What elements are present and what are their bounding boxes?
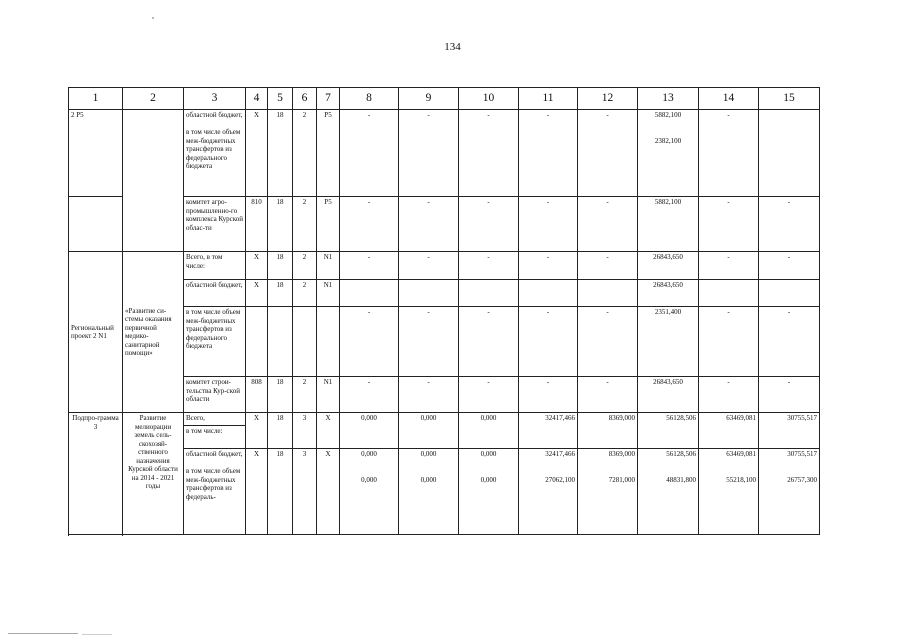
cell: 3 (293, 449, 317, 535)
col-header: 8 (340, 88, 399, 110)
cell: 8369,000 (578, 413, 638, 449)
cell (317, 307, 340, 377)
cell: - (340, 377, 399, 413)
source-cell: в том числе объем меж-бюджетных трансфертов из федерального бюджета (184, 307, 246, 377)
source-cell: областной бюджет, в том числе объем меж-бюджетных трансфертов из федераль- (184, 449, 246, 535)
cell: - (759, 252, 820, 280)
cell: - (699, 307, 759, 377)
cell: 56128,506 (638, 413, 699, 449)
cell: 2 (293, 110, 317, 197)
cell (759, 280, 820, 307)
cell (459, 280, 519, 307)
program-name: «Развитие си-стемы оказания первичной медико-санитарной помощи» (123, 252, 184, 413)
cell: 2 (293, 252, 317, 280)
cell: 18 (268, 377, 293, 413)
cell: 18 (268, 449, 293, 535)
cell: - (340, 307, 399, 377)
cell: - (399, 110, 459, 197)
source-cell: Всего, в том числе: (184, 252, 246, 280)
cell: 0,000 (340, 413, 399, 449)
col-header: 14 (699, 88, 759, 110)
cell: - (699, 377, 759, 413)
cell: 30755,517 26757,300 (759, 449, 820, 535)
cell: 63469,081 55218,100 (699, 449, 759, 535)
source-cell: комитет агро-промышленно-го комплекса Курской облас-ти (184, 197, 246, 252)
cell: 18 (268, 280, 293, 307)
cell: 26843,650 (638, 280, 699, 307)
cell: - (340, 197, 399, 252)
cell: - (699, 252, 759, 280)
source-cell: областной бюджет, (184, 280, 246, 307)
cell: 56128,506 48831,800 (638, 449, 699, 535)
cell: 26843,650 (638, 252, 699, 280)
source-cell: Всего, в том числе: (184, 413, 246, 449)
cell: 808 (246, 377, 268, 413)
cell (246, 307, 268, 377)
project-code: 2 P5 (69, 110, 123, 197)
cell: - (578, 377, 638, 413)
cell: - (699, 110, 759, 197)
cell (293, 307, 317, 377)
cell: 18 (268, 252, 293, 280)
source-cell: областной бюджет, в том числе объем меж-бюджетных трансфертов из федерального бюджета (184, 110, 246, 197)
header-row (69, 88, 820, 110)
cell: X (317, 449, 340, 535)
scan-speck (152, 17, 154, 19)
program-name: Развитие мелиорации земель сель-скохозяй-ственного назначения Курской области на 2014 - 2021 годы (123, 413, 184, 535)
project-code: Подпро-грамма 3 (69, 413, 123, 535)
col-header: 3 (184, 88, 246, 110)
cell: P5 (317, 197, 340, 252)
cell: 2 (293, 377, 317, 413)
col-header: 4 (246, 88, 268, 110)
cell: 18 (268, 197, 293, 252)
cell: P5 (317, 110, 340, 197)
cell (340, 280, 399, 307)
cell (399, 280, 459, 307)
cell: 18 (268, 110, 293, 197)
page-number: 134 (444, 41, 461, 53)
scan-mark (82, 634, 112, 635)
cell (268, 307, 293, 377)
cell: X (246, 110, 268, 197)
cell: - (399, 197, 459, 252)
cell: 0,000 0,000 (399, 449, 459, 535)
cell: 8369,000 7281,000 (578, 449, 638, 535)
cell: 2351,400 (638, 307, 699, 377)
col-header: 6 (293, 88, 317, 110)
cell: 810 (246, 197, 268, 252)
source-cell: комитет строи-тельства Кур-ской области (184, 377, 246, 413)
project-code: Региональный проект 2 N1 (69, 252, 123, 413)
col-header: 10 (459, 88, 519, 110)
scan-mark (8, 633, 78, 634)
cell: 18 (268, 413, 293, 449)
cell: 0,000 (399, 413, 459, 449)
cell: - (399, 307, 459, 377)
cell: 26843,650 (638, 377, 699, 413)
cell: - (459, 377, 519, 413)
cell: - (459, 252, 519, 280)
col-header: 2 (123, 88, 184, 110)
table-row (69, 110, 820, 197)
cell: - (578, 252, 638, 280)
col-header: 9 (399, 88, 459, 110)
cell: N1 (317, 252, 340, 280)
cell: 0,000 (459, 413, 519, 449)
cell: N1 (317, 280, 340, 307)
cell: - (519, 110, 578, 197)
cell: - (340, 252, 399, 280)
cell: 0,000 0,000 (459, 449, 519, 535)
cell: - (399, 252, 459, 280)
col-header: 7 (317, 88, 340, 110)
cell: N1 (317, 377, 340, 413)
cell: - (459, 307, 519, 377)
budget-table (68, 87, 820, 535)
cell: - (340, 110, 399, 197)
cell: 2 (293, 197, 317, 252)
col-header: 13 (638, 88, 699, 110)
cell: X (246, 449, 268, 535)
col-header: 5 (268, 88, 293, 110)
col-header: 1 (69, 88, 123, 110)
cell: - (519, 197, 578, 252)
cell (759, 110, 820, 197)
cell: 5882,100 2382,100 (638, 110, 699, 197)
cell: - (759, 197, 820, 252)
cell: 63469,081 (699, 413, 759, 449)
cell: 30755,517 (759, 413, 820, 449)
cell: 32417,466 (519, 413, 578, 449)
col-header: 15 (759, 88, 820, 110)
cell: - (459, 110, 519, 197)
cell: - (519, 377, 578, 413)
cell: - (459, 197, 519, 252)
cell (519, 280, 578, 307)
cell: X (246, 252, 268, 280)
cell: X (317, 413, 340, 449)
cell: - (578, 307, 638, 377)
cell: 5882,100 (638, 197, 699, 252)
cell (699, 280, 759, 307)
cell: 2 (293, 280, 317, 307)
cell: X (246, 413, 268, 449)
table-row (69, 413, 820, 449)
cell: 32417,466 27062,100 (519, 449, 578, 535)
cell: 0,000 0,000 (340, 449, 399, 535)
cell: - (578, 197, 638, 252)
cell: - (759, 377, 820, 413)
empty-cell (69, 197, 123, 252)
cell: X (246, 280, 268, 307)
cell: - (399, 377, 459, 413)
cell: - (578, 110, 638, 197)
cell (578, 280, 638, 307)
cell: 3 (293, 413, 317, 449)
col-header: 12 (578, 88, 638, 110)
cell: - (519, 252, 578, 280)
table-row (69, 252, 820, 280)
col-header: 11 (519, 88, 578, 110)
program-name (123, 110, 184, 252)
cell: - (699, 197, 759, 252)
cell: - (759, 307, 820, 377)
cell: - (519, 307, 578, 377)
